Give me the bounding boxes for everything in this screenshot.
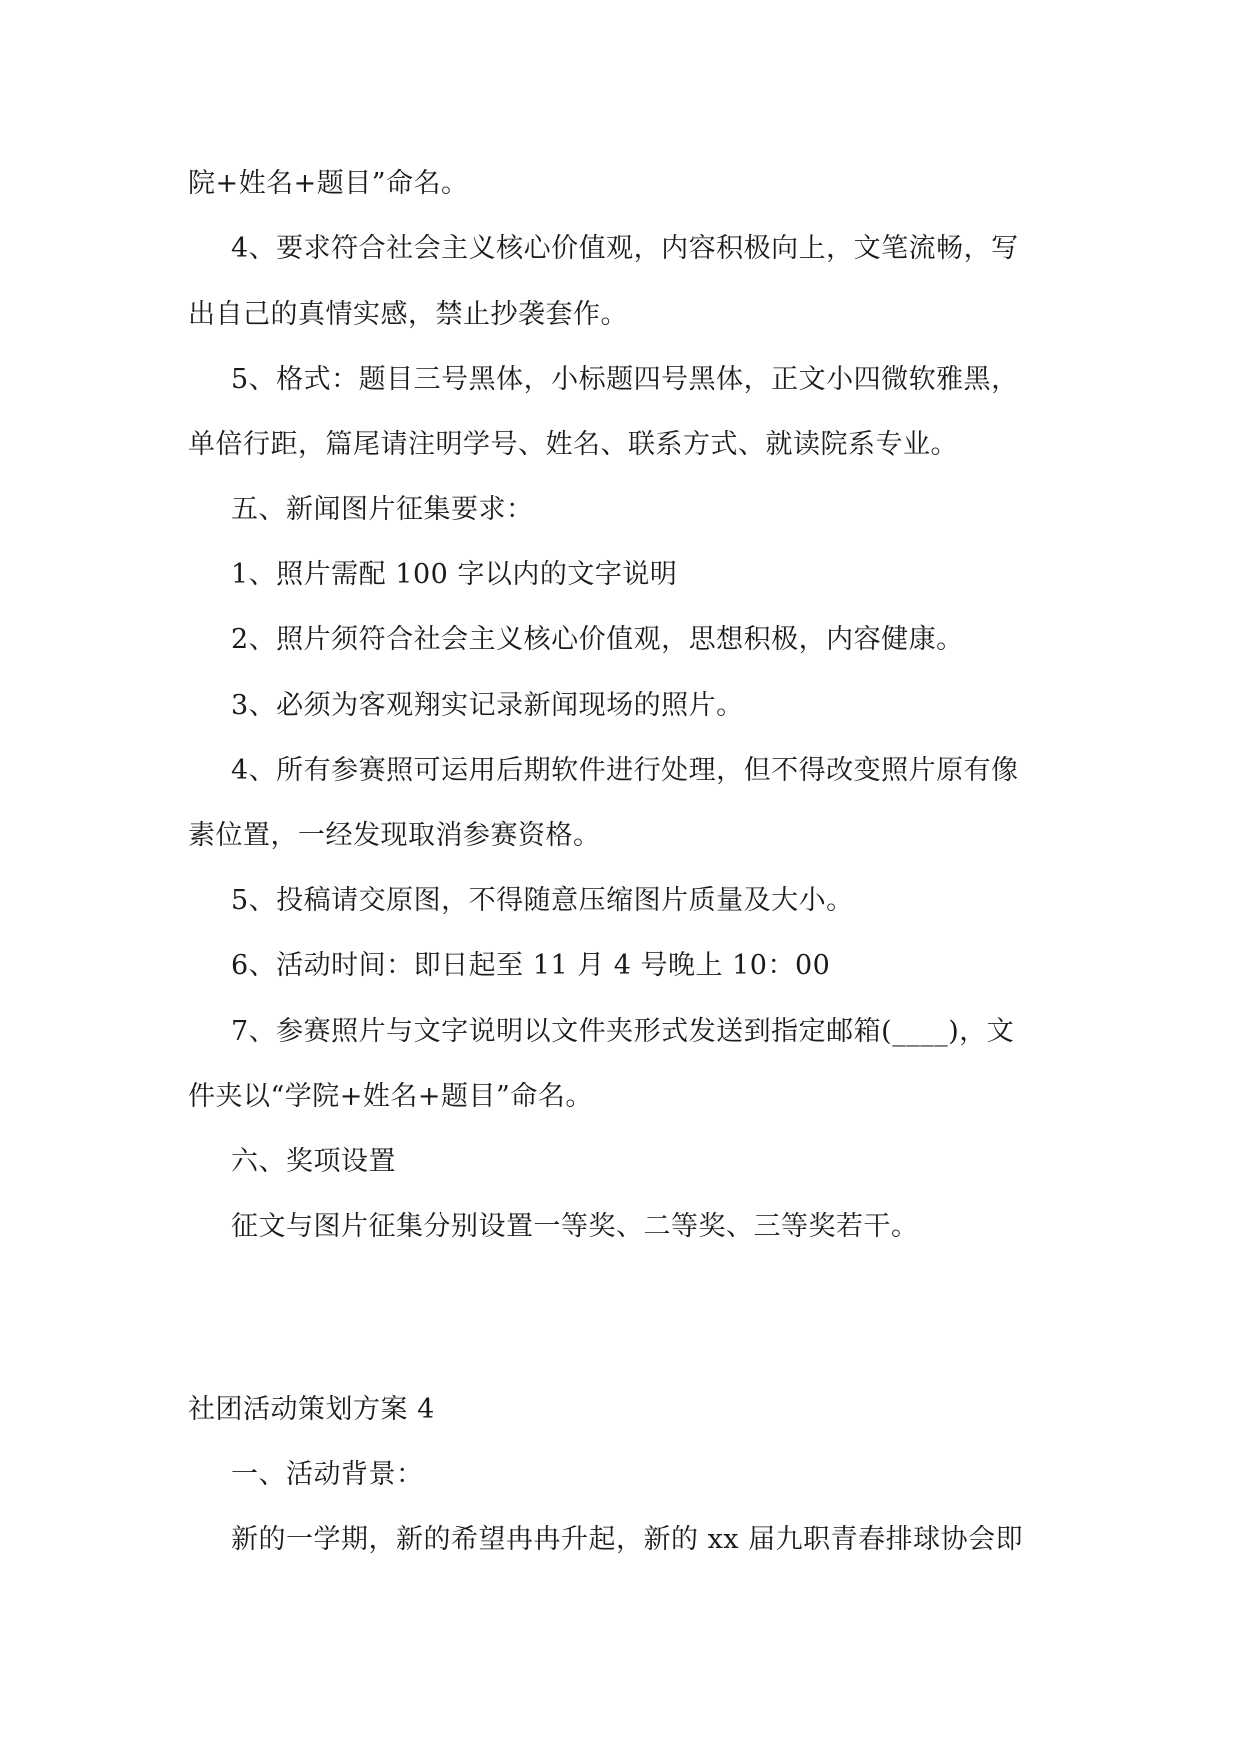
section-heading-background: 一、活动背景： (231, 1459, 424, 1490)
photo-requirement-2: 2、照片须符合社会主义核心价值观，思想积极，内容健康。 (231, 624, 964, 655)
paragraph-continuation: 院+姓名+题目”命名。 (188, 168, 469, 199)
section-heading-awards: 六、奖项设置 (231, 1146, 396, 1177)
photo-requirement-7-cont: 件夹以“学院+姓名+题目”命名。 (188, 1081, 593, 1112)
awards-description: 征文与图片征集分别设置一等奖、二等奖、三等奖若干。 (231, 1211, 919, 1242)
plan-title: 社团活动策划方案 4 (188, 1394, 435, 1425)
photo-requirement-4-cont: 素位置，一经发现取消参赛资格。 (188, 820, 601, 851)
essay-requirement-5: 5、格式：题目三号黑体，小标题四号黑体，正文小四微软雅黑， (231, 364, 1019, 395)
photo-requirement-1: 1、照片需配 100 字以内的文字说明 (231, 559, 678, 590)
essay-requirement-4: 4、要求符合社会主义核心价值观，内容积极向上，文笔流畅，写 (231, 233, 1019, 264)
photo-requirement-6: 6、活动时间：即日起至 11 月 4 号晚上 10：00 (231, 950, 831, 981)
photo-requirement-3: 3、必须为客观翔实记录新闻现场的照片。 (231, 690, 744, 721)
essay-requirement-4-cont: 出自己的真情实感，禁止抄袭套作。 (188, 299, 628, 330)
photo-requirement-5: 5、投稿请交原图，不得随意压缩图片质量及大小。 (231, 885, 854, 916)
background-paragraph: 新的一学期，新的希望冉冉升起，新的 xx 届九职青春排球协会即 (231, 1524, 1024, 1555)
section-heading-photo: 五、新闻图片征集要求： (231, 494, 534, 525)
photo-requirement-4: 4、所有参赛照可运用后期软件进行处理，但不得改变照片原有像 (231, 755, 1019, 786)
photo-requirement-7: 7、参赛照片与文字说明以文件夹形式发送到指定邮箱(____)，文 (231, 1016, 1015, 1047)
essay-requirement-5-cont: 单倍行距，篇尾请注明学号、姓名、联系方式、就读院系专业。 (188, 429, 958, 460)
